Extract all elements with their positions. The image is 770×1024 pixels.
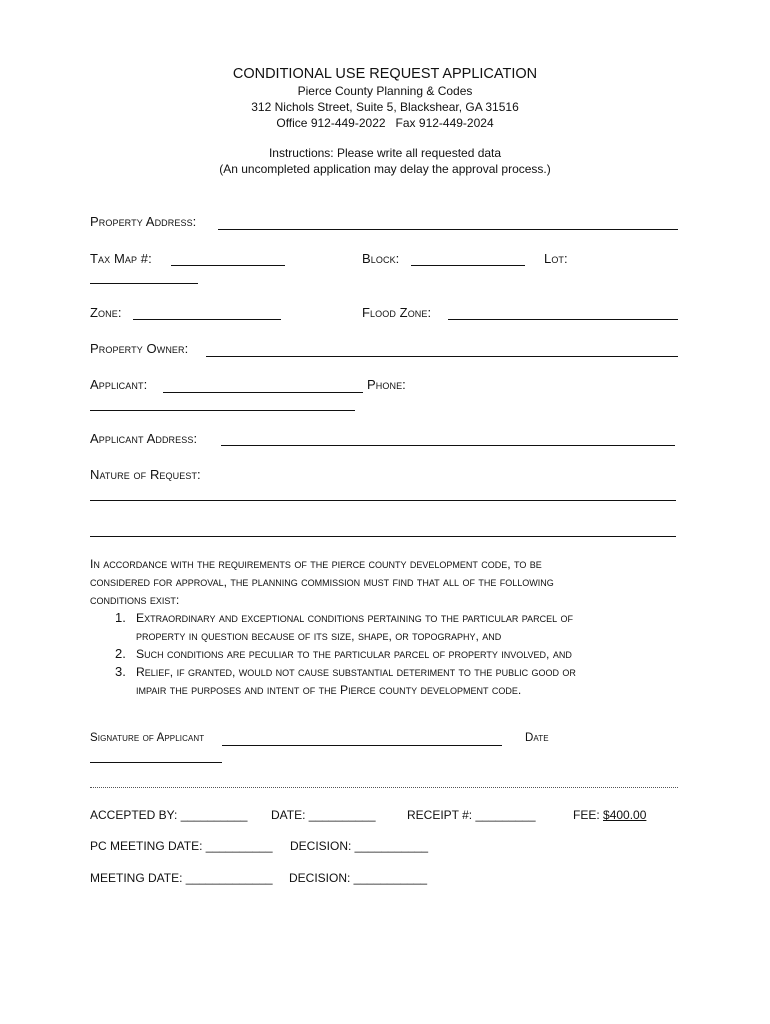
office-use-separator <box>90 787 678 788</box>
applicant-address-label: Applicant Address: <box>90 431 198 446</box>
conditions-intro-line-2: considered for approval, the planning commission must find that all of the following <box>90 575 554 589</box>
signature-date-field[interactable] <box>90 762 222 763</box>
signature-date-label: Date <box>525 732 549 744</box>
condition-3-line-2: impair the purposes and intent of the Pierce county development code. <box>136 683 522 697</box>
property-owner-field[interactable] <box>206 356 678 357</box>
condition-3-number: 3. <box>115 664 126 679</box>
condition-2-line-1: Such conditions are peculiar to the particular parcel of property involved, and <box>136 647 572 661</box>
instructions-note: (An uncompleted application may delay the approval process.) <box>219 162 551 176</box>
pc-decision-field[interactable]: DECISION: ___________ <box>290 839 429 853</box>
flood-zone-label: Flood Zone: <box>362 305 432 320</box>
zone-label: Zone: <box>90 305 122 320</box>
condition-3-line-1: Relief, if granted, would not cause substantial deteriment to the public good or <box>136 665 576 679</box>
nature-of-request-label: Nature of Request: <box>90 467 201 482</box>
form-title: CONDITIONAL USE REQUEST APPLICATION <box>232 66 538 82</box>
signature-field[interactable] <box>222 745 502 746</box>
condition-1-line-1: Extraordinary and exceptional conditions pertaining to the particular parcel of <box>136 611 574 625</box>
property-owner-label: Property Owner: <box>90 341 189 356</box>
tax-map-field[interactable] <box>171 265 285 266</box>
property-address-label: Property Address: <box>90 214 197 229</box>
applicant-label: Applicant: <box>90 377 148 392</box>
zone-field[interactable] <box>133 319 281 320</box>
instructions: Instructions: Please write all requested data <box>268 146 502 160</box>
nature-of-request-line-2[interactable] <box>90 536 676 537</box>
department-name: Pierce County Planning & Codes <box>297 84 473 98</box>
phone-label: Phone: <box>367 377 406 392</box>
department-address: 312 Nichols Street, Suite 5, Blackshear, GA 31516 <box>251 100 519 114</box>
block-field[interactable] <box>411 265 525 266</box>
condition-1-number: 1. <box>115 610 126 625</box>
nature-of-request-line-1[interactable] <box>90 500 676 501</box>
office-date-field[interactable]: DATE: __________ <box>271 808 376 822</box>
conditions-intro-line-3: conditions exist: <box>90 593 180 607</box>
conditions-intro-line-1: In accordance with the requirements of the pierce county development code, to be <box>90 557 542 571</box>
flood-zone-field[interactable] <box>448 319 678 320</box>
signature-label: Signature of Applicant <box>90 732 205 744</box>
pc-meeting-date-field[interactable]: PC MEETING DATE: __________ <box>90 839 273 853</box>
accepted-by-field[interactable]: ACCEPTED BY: __________ <box>90 808 248 822</box>
fee-label: FEE: <box>573 808 600 822</box>
applicant-address-field[interactable] <box>221 445 675 446</box>
condition-1-line-2: property in question because of its size, shape, or topography, and <box>136 629 502 643</box>
fee-value: $400.00 <box>603 808 647 822</box>
condition-2-number: 2. <box>115 646 126 661</box>
block-label: Block: <box>362 251 400 266</box>
phone-field[interactable] <box>90 410 355 411</box>
receipt-field[interactable]: RECEIPT #: _________ <box>407 808 536 822</box>
lot-label: Lot: <box>544 251 568 266</box>
tax-map-label: Tax Map #: <box>90 251 152 266</box>
property-address-field[interactable] <box>218 229 678 230</box>
meeting-decision-field[interactable]: DECISION: ___________ <box>289 871 428 885</box>
meeting-date-field[interactable]: MEETING DATE: _____________ <box>90 871 273 885</box>
applicant-field[interactable] <box>163 392 363 393</box>
fee-block <box>573 808 646 822</box>
department-contact: Office 912-449-2022 Fax 912-449-2024 <box>276 116 494 130</box>
lot-field[interactable] <box>90 283 198 284</box>
